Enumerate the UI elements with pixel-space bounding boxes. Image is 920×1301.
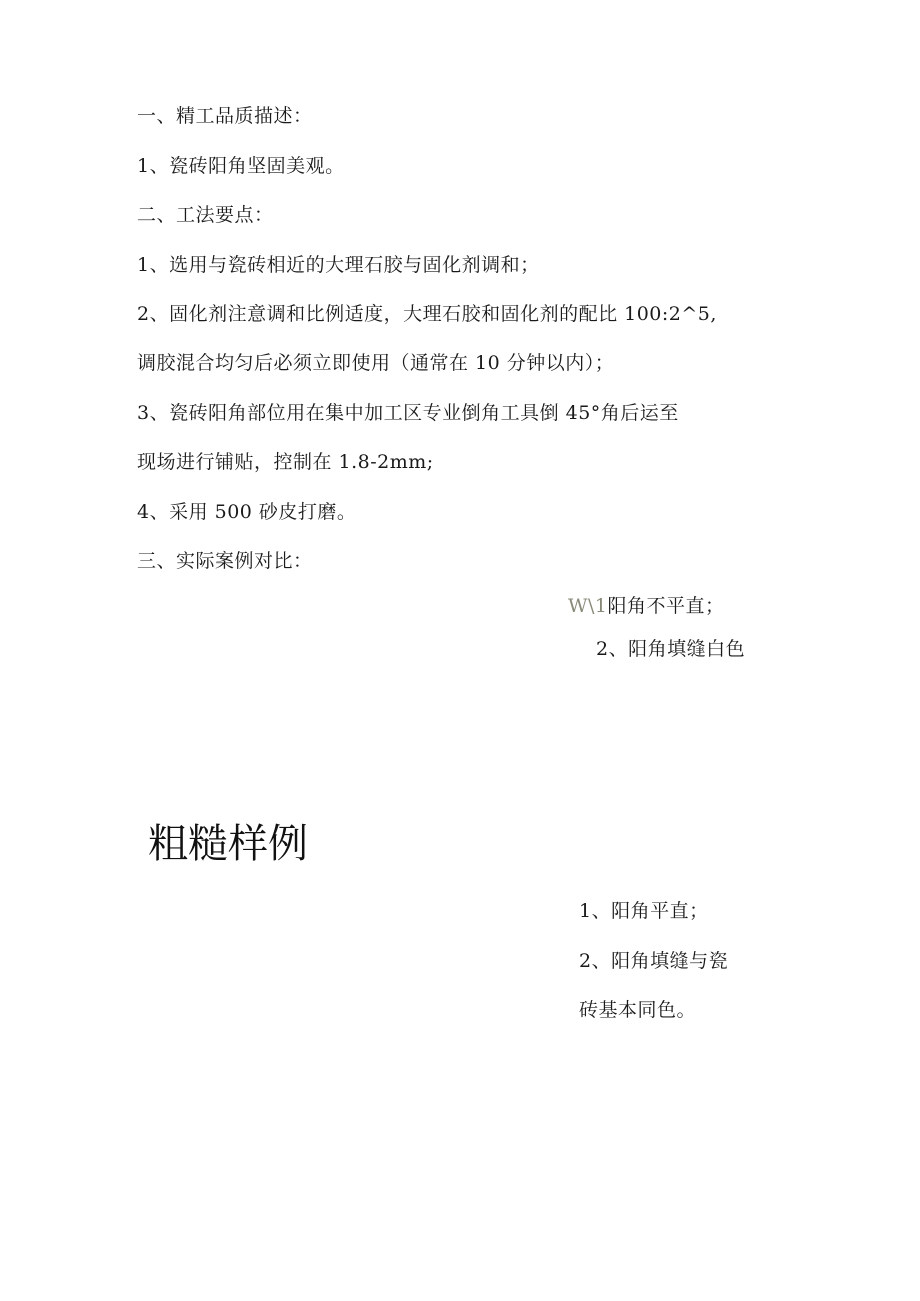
method-item-3-cont: 现场进行铺贴，控制在 1.8-2mm; bbox=[137, 451, 434, 473]
rough-note-2: 2、阳角填缝白色 bbox=[596, 638, 746, 660]
rough-note-1 bbox=[568, 594, 725, 618]
fine-note-3: 砖基本同色。 bbox=[579, 999, 697, 1021]
quality-item-1: 1、瓷砖阳角坚固美观。 bbox=[137, 155, 345, 177]
method-item-3: 3、瓷砖阳角部位用在集中加工区专业倒角工具倒 45°角后运至 bbox=[137, 402, 679, 424]
rough-sample-label: 粗糙样例 bbox=[148, 821, 308, 867]
rough-note-1-text: 阳角不平直； bbox=[607, 595, 725, 617]
fine-note-1: 1、阳角平直； bbox=[579, 900, 709, 922]
section-heading-quality: 一、精工品质描述： bbox=[137, 105, 313, 127]
section-heading-comparison: 三、实际案例对比： bbox=[137, 550, 313, 572]
method-item-2-cont: 调胶混合均匀后必须立即使用（通常在 10 分钟以内）； bbox=[137, 352, 615, 374]
rough-note-prefix: W\1 bbox=[568, 595, 608, 617]
method-item-1: 1、选用与瓷砖相近的大理石胶与固化剂调和； bbox=[137, 254, 540, 276]
section-heading-method: 二、工法要点： bbox=[137, 204, 274, 226]
fine-note-2: 2、阳角填缝与瓷 bbox=[579, 950, 729, 972]
method-item-2: 2、固化剂注意调和比例适度，大理石胶和固化剂的配比 100:2^5, bbox=[137, 303, 717, 325]
method-item-4: 4、采用 500 砂皮打磨。 bbox=[137, 501, 357, 523]
